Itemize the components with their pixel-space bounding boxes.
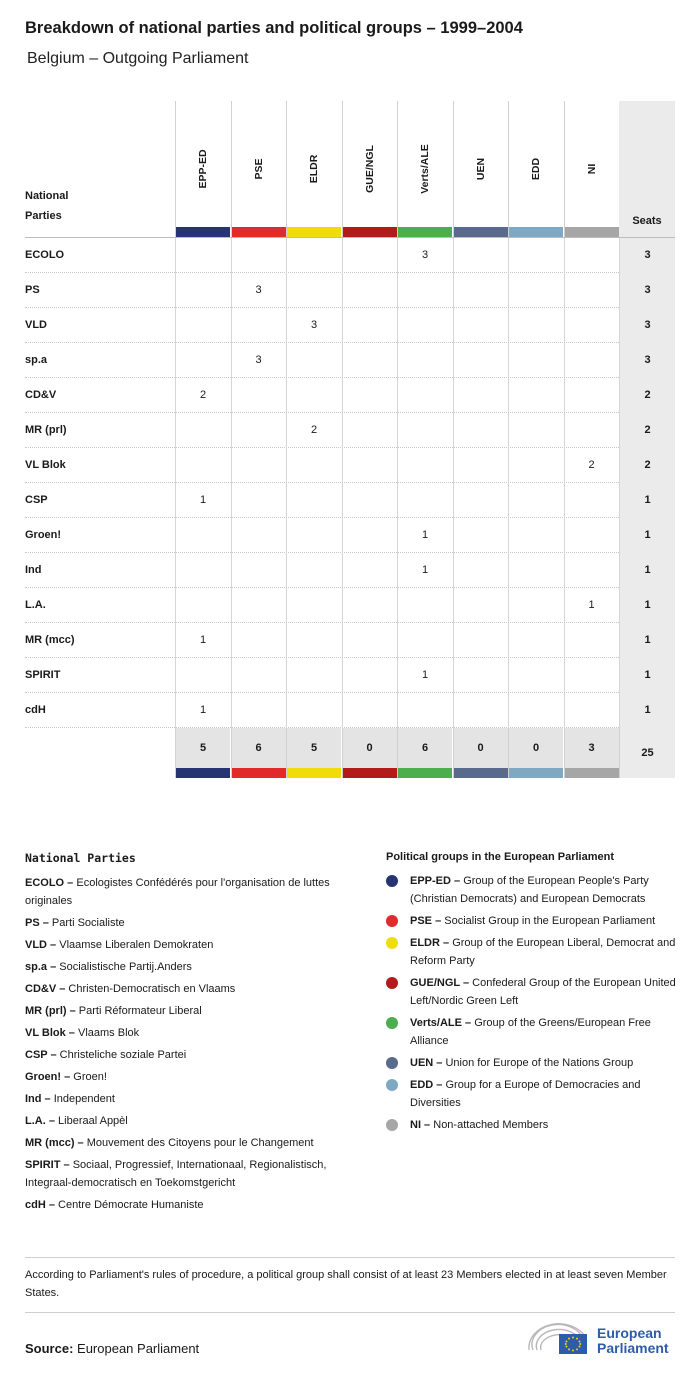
seat-cell [231,308,286,343]
legend-name: Liberaal Appèl [58,1115,128,1127]
logo-line-2: Parliament [597,1340,669,1356]
seat-cell [508,623,563,658]
seat-cell [342,588,397,623]
national-legend-item [25,936,365,954]
group-color-bar [343,768,397,778]
legend-abbr: PSE – [410,915,442,927]
party-seat-total: 2 [619,378,675,413]
legend-name: Christen-Democratisch en Vlaams [68,983,236,995]
group-column-header [175,101,230,237]
national-legend-item [25,980,365,998]
seat-cell [564,518,619,553]
group-color-bar [343,227,397,237]
seat-cell [175,308,230,343]
legend-name: Group of the European Liberal, Democrat and Reform Party [410,937,676,967]
legend-name: Non-attached Members [433,1119,549,1131]
seat-cell [453,623,508,658]
seat-cell [175,518,230,553]
seat-cell: 1 [175,483,230,518]
group-total-value: 0 [366,742,373,754]
group-color-bar [509,768,563,778]
table-row [25,378,675,413]
table-row [25,518,675,553]
party-name: MR (mcc) [25,634,75,646]
group-legend-item [386,1014,678,1050]
group-column-header [397,101,452,237]
legend-abbr: ELDR – [410,937,450,949]
group-column-header [564,101,619,237]
seat-cell [508,238,563,273]
seat-cell [342,273,397,308]
party-name: CSP [25,494,48,506]
seat-cell [231,448,286,483]
seat-cell [231,378,286,413]
party-seat-total: 2 [619,413,675,448]
legend-name: Centre Démocrate Humaniste [58,1199,204,1211]
seat-cell [397,413,452,448]
party-seat-total: 3 [619,238,675,273]
seat-cell [397,448,452,483]
seat-cell: 1 [397,518,452,553]
party-name: VLD [25,319,47,331]
seat-cell [286,693,341,728]
seat-cell [175,553,230,588]
legend-name: Group of the European People's Party (Christian Democrats) and European Democrats [410,875,649,905]
legend-abbr: NI – [410,1119,431,1131]
seat-cell [286,273,341,308]
group-total-value: 0 [477,742,484,754]
legend-abbr: MR (mcc) – [25,1137,84,1149]
legend-abbr: VL Blok – [25,1027,75,1039]
seat-cell [564,623,619,658]
national-legend-item [25,958,365,976]
seat-cell: 3 [397,238,452,273]
group-header-label: EDD [530,157,542,181]
seat-cell [231,553,286,588]
seat-cell [342,658,397,693]
seat-cell [453,238,508,273]
group-color-bar [287,768,341,778]
group-color-bar [398,227,452,237]
seat-cell [342,518,397,553]
seat-cell [342,308,397,343]
seat-cell [342,238,397,273]
party-seat-total: 2 [619,448,675,483]
seat-cell [231,693,286,728]
seat-cell [508,378,563,413]
table-row [25,483,675,518]
group-total-cell [175,728,230,778]
seat-cell [342,553,397,588]
legend-name: Sociaal, Progressief, Internationaal, Regionalistisch, Integraal-democratisch en Toekomstgericht [25,1159,327,1189]
national-legend-item [25,1068,365,1086]
seat-cell: 1 [564,588,619,623]
seat-cell [508,693,563,728]
group-legend-item [386,912,678,930]
seat-cell [342,413,397,448]
group-total-cell [453,728,508,778]
groups-legend-title: Political groups in the European Parliament [386,851,614,863]
seat-cell [397,343,452,378]
party-seat-total: 3 [619,273,675,308]
legend-abbr: GUE/NGL – [410,977,470,989]
group-color-bar [454,227,508,237]
legend-abbr: MR (prl) – [25,1005,76,1017]
group-total-cell [342,728,397,778]
seat-cell [453,343,508,378]
seat-cell [231,238,286,273]
seat-cell [286,518,341,553]
seat-cell [286,658,341,693]
seat-cell [286,378,341,413]
group-column-header [231,101,286,237]
seat-cell [231,518,286,553]
seat-cell: 1 [175,623,230,658]
seat-cell: 1 [397,658,452,693]
seat-cell: 2 [175,378,230,413]
group-color-dot-icon [386,875,398,887]
national-legend-item [25,914,365,932]
national-legend-item [25,1046,365,1064]
group-color-dot-icon [386,977,398,989]
seat-cell [231,623,286,658]
legend-abbr: CD&V – [25,983,66,995]
parliament-hemicycle-icon [527,1320,589,1356]
legend-abbr: UEN – [410,1057,443,1069]
table-row [25,308,675,343]
seat-cell [453,693,508,728]
legend-abbr: Groen! – [25,1071,71,1083]
seat-cell [397,693,452,728]
group-color-bar [232,227,286,237]
group-header-label: Verts/ALE [419,144,431,194]
source-value: European Parliament [77,1341,200,1356]
table-row [25,413,675,448]
seat-cell [286,343,341,378]
table-row [25,448,675,483]
national-legend-item [25,1134,365,1152]
party-seat-total: 1 [619,518,675,553]
group-total-value: 5 [199,742,207,754]
seat-cell [342,693,397,728]
seat-cell [564,378,619,413]
seat-cell [508,483,563,518]
legend-name: Group of the Greens/European Free Alliance [410,1017,651,1047]
party-seat-total: 1 [619,588,675,623]
seat-cell [453,518,508,553]
party-seat-total: 3 [619,343,675,378]
group-color-dot-icon [386,1017,398,1029]
legend-name: Group for a Europe of Democracies and Diversities [410,1079,641,1109]
group-color-dot-icon [386,1057,398,1069]
legend-name: Union for Europe of the Nations Group [445,1057,634,1069]
seat-cell [453,378,508,413]
party-name: MR (prl) [25,424,67,436]
seat-cell [564,693,619,728]
national-legend-item [25,1156,365,1192]
group-total-cell [286,728,341,778]
seat-cell [342,623,397,658]
seat-cell [175,413,230,448]
group-legend-item [386,872,678,908]
group-column-header [286,101,341,237]
seat-cell [564,238,619,273]
party-seat-total: 1 [619,623,675,658]
legend-name: Mouvement des Citoyens pour le Changement [86,1137,314,1149]
group-column-header [342,101,397,237]
seat-cell [453,308,508,343]
source-line [25,1341,199,1356]
group-total-cell [564,728,619,778]
group-color-dot-icon [386,915,398,927]
seat-cell: 3 [231,343,286,378]
party-name: ECOLO [25,249,65,261]
seat-cell [286,553,341,588]
totals-row [25,728,675,778]
group-color-bar [176,768,230,778]
national-legend-item [25,1112,365,1130]
group-total-cell [508,728,563,778]
seat-cell [508,588,563,623]
seat-cell [397,588,452,623]
legend-abbr: VLD – [25,939,57,951]
group-total-value: 6 [255,742,262,754]
group-header-label: PSE [252,158,265,180]
group-legend-item [386,934,678,970]
seat-cell: 2 [286,413,341,448]
seat-cell [286,238,341,273]
group-total-cell [231,728,286,778]
page-subtitle: Belgium – Outgoing Parliament [27,50,249,67]
group-color-bar [287,227,341,237]
legend-name: Christeliche soziale Partei [59,1049,187,1061]
group-color-bar [232,768,286,778]
seat-cell [397,378,452,413]
party-name: Groen! [25,529,62,541]
legend-abbr: ECOLO – [25,877,74,889]
group-color-bar [398,768,452,778]
legend-abbr: CSP – [25,1049,57,1061]
seat-cell [175,658,230,693]
group-total-value: 0 [532,742,540,754]
group-color-bar [565,768,619,778]
legend-name: Parti Socialiste [51,917,125,929]
seat-cell [231,588,286,623]
seat-cell [175,238,230,273]
group-total-value: 3 [588,742,595,754]
seat-cell [508,308,563,343]
seat-cell: 1 [175,693,230,728]
legend-name: Groen! [73,1071,107,1083]
seat-cell [286,448,341,483]
seat-cell: 3 [231,273,286,308]
seats-column-header [619,101,675,237]
seat-cell [397,273,452,308]
group-header-label: NI [585,163,598,175]
seat-cell [508,413,563,448]
rules-note: According to Parliament's rules of procedure, a political group shall consist of at least 23 Members elected in at least seven Member States. [25,1257,675,1313]
group-color-dot-icon [386,937,398,949]
group-color-bar [565,227,619,237]
seat-cell [508,518,563,553]
table-row [25,238,675,273]
seat-cell: 1 [397,553,452,588]
seat-cell [175,273,230,308]
seat-cell [342,448,397,483]
group-total-value: 5 [310,742,318,754]
group-column-header [508,101,563,237]
legend-name: Socialistische Partij.Anders [59,961,192,973]
group-color-bar [509,227,563,237]
party-seat-total: 3 [619,308,675,343]
table-row [25,553,675,588]
seat-cell [453,588,508,623]
seat-cell [231,483,286,518]
party-name: L.A. [25,599,46,611]
group-total-cell [397,728,452,778]
seat-cell [286,483,341,518]
seat-cell [453,273,508,308]
total-seats: 25 [619,728,675,778]
legend-name: Ecologistes Confédérés pour l'organisation de luttes originales [25,877,330,907]
legend-name: Parti Réformateur Liberal [78,1005,202,1017]
national-legend-item [25,1002,365,1020]
seat-cell [508,273,563,308]
national-parties-legend [25,851,365,1218]
seat-cell [564,483,619,518]
legend-abbr: EDD – [410,1079,443,1091]
legend-abbr: SPIRIT – [25,1159,70,1171]
party-seat-total: 1 [619,553,675,588]
seat-cell [342,343,397,378]
table-row [25,623,675,658]
group-header-label: ELDR [308,154,320,184]
seat-cell: 2 [564,448,619,483]
party-name: SPIRIT [25,669,61,681]
group-legend-item [386,974,678,1010]
group-color-dot-icon [386,1119,398,1131]
party-column-header: National Parties [25,190,69,222]
group-total-value: 6 [421,742,429,754]
seat-cell [564,413,619,448]
legend-abbr: EPP-ED – [410,875,461,887]
national-legend-item [25,874,365,910]
party-name: cdH [25,704,46,716]
group-header-label: UEN [474,157,487,181]
group-color-dot-icon [386,1079,398,1091]
seat-cell [453,413,508,448]
group-color-bar [454,768,508,778]
seat-cell [453,483,508,518]
national-legend-item [25,1196,365,1214]
group-header-label: EPP-ED [197,149,209,189]
party-seat-total: 1 [619,658,675,693]
seat-cell [453,553,508,588]
seat-cell [397,623,452,658]
breakdown-table [25,101,675,778]
seat-cell [564,658,619,693]
party-name: VL Blok [25,459,66,471]
legend-abbr: Ind – [25,1093,51,1105]
legend-abbr: sp.a – [25,961,57,973]
seat-cell [564,308,619,343]
logo-text [597,1326,669,1356]
seat-cell [286,623,341,658]
seat-cell [508,553,563,588]
seat-cell [453,658,508,693]
seat-cell [231,658,286,693]
group-legend-item [386,1054,678,1072]
table-row [25,343,675,378]
legend-abbr: cdH – [25,1199,55,1211]
legend-name: Vlaamse Liberalen Demokraten [59,939,214,951]
national-legend-item [25,1024,365,1042]
legend-name: Confederal Group of the European United Left/Nordic Green Left [410,977,676,1007]
party-name: PS [25,284,40,296]
party-seat-total: 1 [619,483,675,518]
seat-cell [175,448,230,483]
seat-cell [508,448,563,483]
table-row [25,658,675,693]
seat-cell [508,658,563,693]
seat-cell [564,553,619,588]
legend-name: Vlaams Blok [78,1027,140,1039]
seat-cell [564,343,619,378]
national-legend-title: National Parties [25,851,136,865]
group-legend-item [386,1116,678,1134]
page-title: Breakdown of national parties and political groups – 1999–2004 [25,19,523,37]
source-label: Source: [25,1341,74,1356]
party-name: sp.a [25,354,48,366]
table-header [25,101,675,237]
legend-abbr: L.A. – [25,1115,55,1127]
seat-cell [397,483,452,518]
legend-abbr: PS – [25,917,49,929]
party-seat-total: 1 [619,693,675,728]
seat-cell [286,588,341,623]
political-groups-legend [386,851,678,1138]
seat-cell [231,413,286,448]
seat-cell: 3 [286,308,341,343]
group-color-bar [176,227,230,237]
seat-cell [342,378,397,413]
seat-cell [342,483,397,518]
table-row [25,588,675,623]
legend-abbr: Verts/ALE – [410,1017,472,1029]
legend-name: Socialist Group in the European Parliament [444,915,656,927]
seat-cell [397,308,452,343]
group-column-header [453,101,508,237]
seat-cell [175,343,230,378]
national-legend-item [25,1090,365,1108]
legend-name: Independent [53,1093,115,1105]
table-row [25,273,675,308]
seat-cell [508,343,563,378]
european-parliament-logo [527,1320,677,1360]
group-legend-item [386,1076,678,1112]
party-name: CD&V [25,389,57,401]
seat-cell [175,588,230,623]
table-row [25,693,675,728]
seat-cell [564,273,619,308]
seats-header-label: Seats [632,215,662,227]
table-body [25,237,675,728]
logo-line-1: European [597,1325,662,1341]
group-header-label: GUE/NGL [363,145,376,193]
party-name: Ind [25,564,42,576]
seat-cell [453,448,508,483]
